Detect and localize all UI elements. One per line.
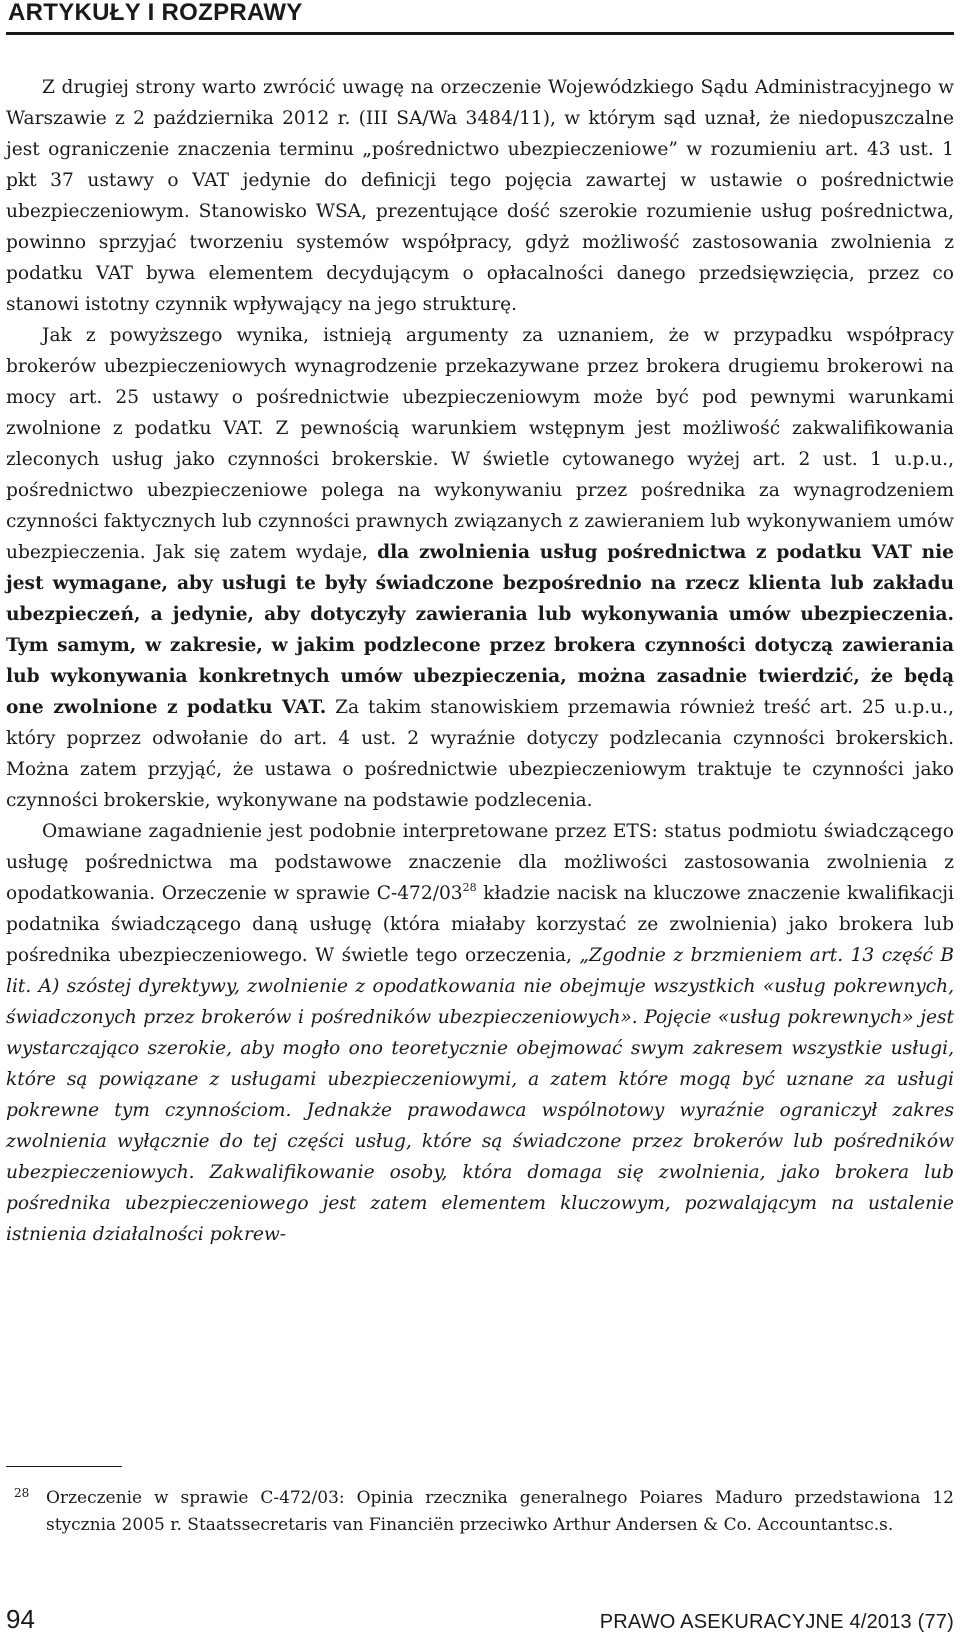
footnote-reference[interactable]: 28 [462,881,477,894]
paragraph-2 [6,320,954,816]
page-number: 94 [6,1604,35,1634]
article-body [6,72,954,1250]
footnote-text: Orzeczenie w sprawie C-472/03: Opinia rzecznika generalnego Poiares Maduro przedstawiona 12 stycznia 2005 r. Staatssecretaris van Financiën przeciwko Arthur Andersen & Co. Accountantsc.s. [46,1488,954,1535]
section-title: ARTYKUŁY I ROZPRAWY [8,0,303,26]
paragraph-3-quotation: „Zgodnie z brzmieniem art. 13 część B lit. A) szóstej dyrektywy, zwolnienie z opodatkowania nie obejmuje wszystkich «usług pokrewnych, świadczonych przez brokerów i pośredników ubezpieczeniowych». Pojęcie «usług pokrewnych» jest wystarczająco szerokie, aby mogło ono teoretycznie obejmować swym zakresem wszystkie usługi, które są powiązane z usługami ubezpieczeniowymi, a zatem które mogą być uznane za usługi pokrewne tym czynnościom. Jednakże prawodawca wspólnotowy wyraźnie ograniczył zakres zwolnienia wyłącznie do tej części usług, które są świadczone przez brokerów lub pośredników ubezpieczeniowych. Zakwalifikowanie osoby, która domaga się zwolnienia, jako brokera lub pośrednika ubezpieczeniowego jest zatem elementem kluczowym, pozwalającym na ustalenie istnienia działalności pokrew- [6,945,954,1245]
paragraph-2-continuation: Za takim stanowiskiem przemawia również treść art. 25 u.p.u., który poprzez odwołanie do art. 4 ust. 2 wyraźnie dotyczy podzlecania czynności brokerskich. Można zatem przyjąć, że ustawa o pośrednictwie ubezpieczeniowym traktuje te czynności jako czynności brokerskie, wykonywane na podstawie podzlecenia. [6,697,955,811]
paragraph-2-text: Jak z powyższego wynika, istnieją argumenty za uznaniem, że w przypadku współpracy brokerów ubezpieczeniowych wynagrodzenie przekazywane przez brokera drugiemu brokerowi na mocy art. 25 ustawy o pośrednictwie ubezpieczeniowym może być pod pewnymi warunkami zwolnione z podatku VAT. Z pewnością warunkiem wstępnym jest możliwość zakwalifikowania zleconych usług jako czynności brokerskie. W świetle cytowanego wyżej art. 2 ust. 1 u.p.u., pośrednictwo ubezpieczeniowe polega na wykonywaniu przez pośrednika za wynagrodzeniem czynności faktycznych lub czynności prawnych związanych z zawieraniem lub wykonywaniem umów ubezpieczenia. Jak się zatem wydaje, [6,325,954,563]
journal-title: PRAWO ASEKURACYJNE 4/2013 (77) [599,1611,954,1633]
paragraph-2-emphasis: dla zwolnienia usług pośrednictwa z podatku VAT nie jest wymagane, aby usługi te były świadczone bezpośrednio na rzecz klienta lub zakładu ubezpieczeń, a jedynie, aby dotyczyły zawierania lub wykonywania umów ubezpieczenia. Tym samym, w zakresie, w jakim podzlecone przez brokera czynności dotyczą zawierania lub wykonywania konkretnych umów ubezpieczenia, można zasadnie twierdzić, że będą one zwolnione z podatku VAT. [6,542,954,718]
page-header [6,0,954,35]
paragraph-3-text: Omawiane zagadnienie jest podobnie interpretowane przez ETS: status podmiotu świadczącego usługę pośrednictwa ma podstawowe znaczenie dla możliwości zastosowania zwolnienia z opodatkowania. Orzeczenie w sprawie C-472/03 [6,821,954,904]
paragraph-3-continuation: kładzie nacisk na kluczowe znaczenie kwalifikacji podatnika świadczącego daną usługę (która miałaby korzystać ze zwolnienia) jako brokera lub pośrednika ubezpieczeniowego. W świetle tego orzeczenia, [6,883,955,966]
paragraph-3 [6,816,954,1250]
footnote-separator [6,1466,122,1467]
footnote-number: 28 [14,1486,30,1500]
footnote [6,1485,954,1539]
paragraph-1: Z drugiej strony warto zwrócić uwagę na orzeczenie Wojewódzkiego Sądu Administracyjnego w Warszawie z 2 października 2012 r. (III SA/Wa 3484/11), w którym sąd uznał, że niedopuszczalne jest ograniczenie znaczenia terminu „pośrednictwo ubezpieczeniowe” w rozumieniu art. 43 ust. 1 pkt 37 ustawy o VAT jedynie do definicji tego pojęcia zawartej w ustawie o pośrednictwie ubezpieczeniowym. Stanowisko WSA, prezentujące dość szerokie rozumienie usług pośrednictwa, powinno sprzyjać tworzeniu systemów współpracy, gdyż możliwość zastosowania zwolnienia z podatku VAT bywa elementem decydującym o opłacalności danego przedsięwzięcia, przez co stanowi istotny czynnik wpływający na jego strukturę. [6,77,954,315]
